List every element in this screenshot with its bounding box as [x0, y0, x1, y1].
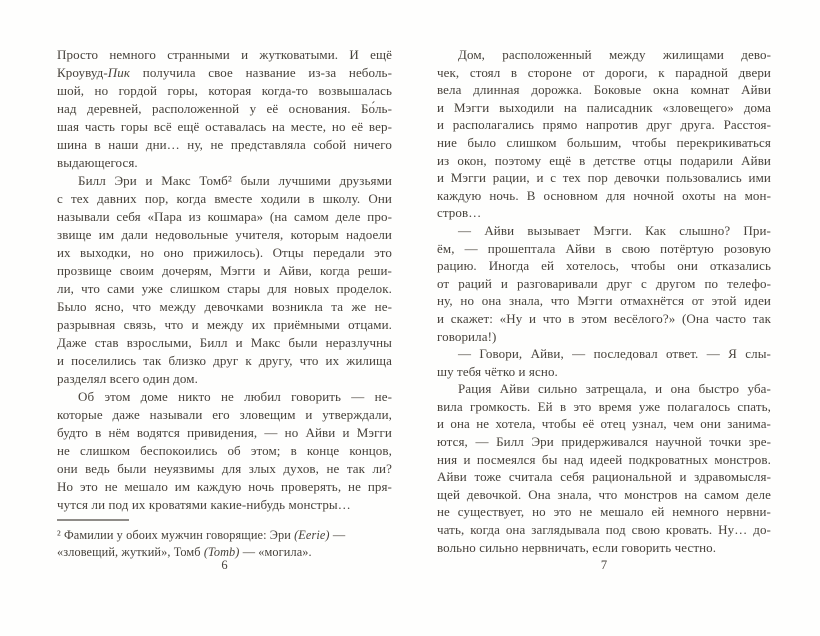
text-line: Даже став взрослыми, Билл и Макс были неразлучны: [57, 335, 392, 350]
text-line: они ведь были неуязвимы для злых духов, не так ли?: [57, 461, 392, 476]
page-left: [57, 46, 392, 636]
text-line: над деревней, расположенной у её основания. Бо́ль-: [57, 101, 392, 116]
page-text: [57, 46, 392, 514]
text-line: звище им дали недовольные учителя, которым надоели: [57, 227, 392, 242]
text-line: чутся ли под их кроватями какие-нибудь монстры…: [57, 497, 351, 512]
footnote-divider: [57, 519, 129, 521]
text-line: чек, стоял в стороне от дороги, к парадной двери: [437, 64, 771, 80]
text-line: их выходки, но оно прижилось). Отцы передали это: [57, 245, 392, 260]
text-line: которые даже называли его зловещим и утверждали,: [57, 407, 392, 422]
text-line: и поселились так близко друг к другу, что их жилища: [57, 353, 392, 368]
text-line: прозвище своим дочерям, Мэгги и Айви, когда реши-: [57, 263, 392, 278]
text-line: Билл Эри и Макс Томб² были лучшими друзьями: [78, 173, 392, 188]
text-line: шая часть горы всё ещё оставалась на месте, но её вер-: [57, 119, 392, 134]
page-number: 7: [600, 558, 608, 572]
text-line: не слишком беспокоились об этом; в конце концов,: [57, 443, 392, 458]
text-line: не существует, но это не мешало ей немного нервни-: [437, 504, 771, 520]
footnote: [57, 519, 392, 560]
page-text: [437, 46, 771, 556]
text-line: Дом, расположенный между жилищами дево-: [458, 47, 771, 62]
text-line: — Говори, Айви, — последовал ответ. — Я слы-: [458, 346, 771, 362]
text-line: шой, но гордой горы, которая когда-то возвышалась: [57, 83, 392, 98]
text-line: ются, — Билл Эри придерживался научной точки зре-: [437, 434, 771, 450]
text-line: каждую ночь. В основном для ночной охоты на мон-: [437, 187, 771, 203]
paragraph: [437, 380, 771, 556]
text-line: будто в нём водятся привидения, — но Айви и Мэгги: [57, 425, 392, 440]
text-line: шу тебя чётко и ясно.: [437, 363, 558, 379]
text-line: ём, — прошептала Айви в свою потёртую розовую: [437, 240, 771, 256]
text-line: и располагались прямо напротив друг друга. Расстоя-: [437, 117, 771, 133]
text-line: шина в наши дни… ну, не представляла собой ничего: [57, 137, 392, 152]
text-line: Просто немного странными и жутковатыми. И ещё: [57, 47, 392, 62]
text-line: с тех давних пор, когда вместе ходили в школу. Они: [57, 191, 392, 206]
text-line: чать, когда она заглядывала под свою кровать. Ну… до-: [437, 522, 771, 538]
text-line: ние было слишком большим, чтобы перекрикиваться: [437, 134, 771, 150]
text-line: и скажет: «Ну и что в этом весёлого?» (Она часто так: [437, 310, 771, 326]
text-line: из окон, поэтому ещё в детстве отцы подарили Айви: [437, 152, 771, 168]
text-line: Но это не мешало им каждую ночь проверять, не пря-: [57, 479, 392, 494]
text-line: говорила!): [437, 328, 497, 344]
text-line: выдающегося.: [57, 155, 138, 170]
text-line: разрывная связь, что и между их приёмными отцами.: [57, 317, 392, 332]
paragraph: [437, 222, 771, 345]
page-number: 6: [221, 558, 228, 572]
text-line: вела длинная дорожка. Боковые окна комнат Айви: [437, 82, 771, 98]
footnote-line: ² Фамилии у обоих мужчин говорящие: Эри (Eerie) —: [57, 528, 346, 542]
paragraph: [57, 388, 392, 514]
text-line: Об этом доме никто не любил говорить — не-: [78, 389, 392, 404]
text-line: Айви тоже считала себя рациональной и здравомысля-: [437, 469, 771, 485]
text-line: стров…: [437, 205, 482, 221]
text-line: вила громкость. Ей в это время уже полагалось спать,: [437, 398, 771, 414]
text-line: рацию. Иногда ей хотелось, чтобы они отказались: [437, 258, 771, 274]
paragraph: [437, 345, 771, 380]
text-line: Кроувуд-Пик получила свое название из-за неболь-: [57, 65, 392, 80]
paragraph: [57, 46, 392, 172]
text-line: — Айви вызывает Мэгги. Как слышно? При-: [458, 222, 771, 238]
text-line: вольно сильно нервничать, если говорить честно.: [437, 539, 717, 555]
text-line: Рация Айви сильно затрещала, и она быстро уба-: [458, 381, 771, 397]
text-line: Было ясно, что между девочками возникла та же не-: [57, 299, 392, 314]
text-line: ния и посмеялся бы над идеей подкроватных монстров.: [437, 451, 771, 467]
page-right: [437, 46, 771, 636]
text-line: и Мэгги выходили на палисадник «зловещего» дома: [437, 99, 771, 115]
text-line: щей девочкой. Она знала, что монстров на самом деле: [437, 486, 771, 502]
paragraph: [437, 46, 771, 222]
footnote-line: «зловещий, жуткий», Томб (Tomb) — «могила».: [57, 544, 312, 559]
footnote-lines: [57, 527, 392, 560]
paragraph: [57, 172, 392, 388]
text-line: называли себя «Пара из кошмара» (на самом деле про-: [57, 209, 392, 224]
text-line: и Мэгги рации, и с тех пор девочки пользовались ими: [437, 170, 771, 186]
text-line: и она не хотела, чтобы её отец узнал, чем они занима-: [437, 416, 771, 432]
text-line: от раций и разговаривали друг с другом по телефо-: [437, 275, 771, 291]
text-line: ну, но она знала, что Мэгги отмахнётся от этой идеи: [437, 293, 771, 309]
text-line: разделял всего один дом.: [57, 371, 198, 386]
text-line: ли, что сами уже слишком стары для новых проделок.: [57, 281, 392, 296]
